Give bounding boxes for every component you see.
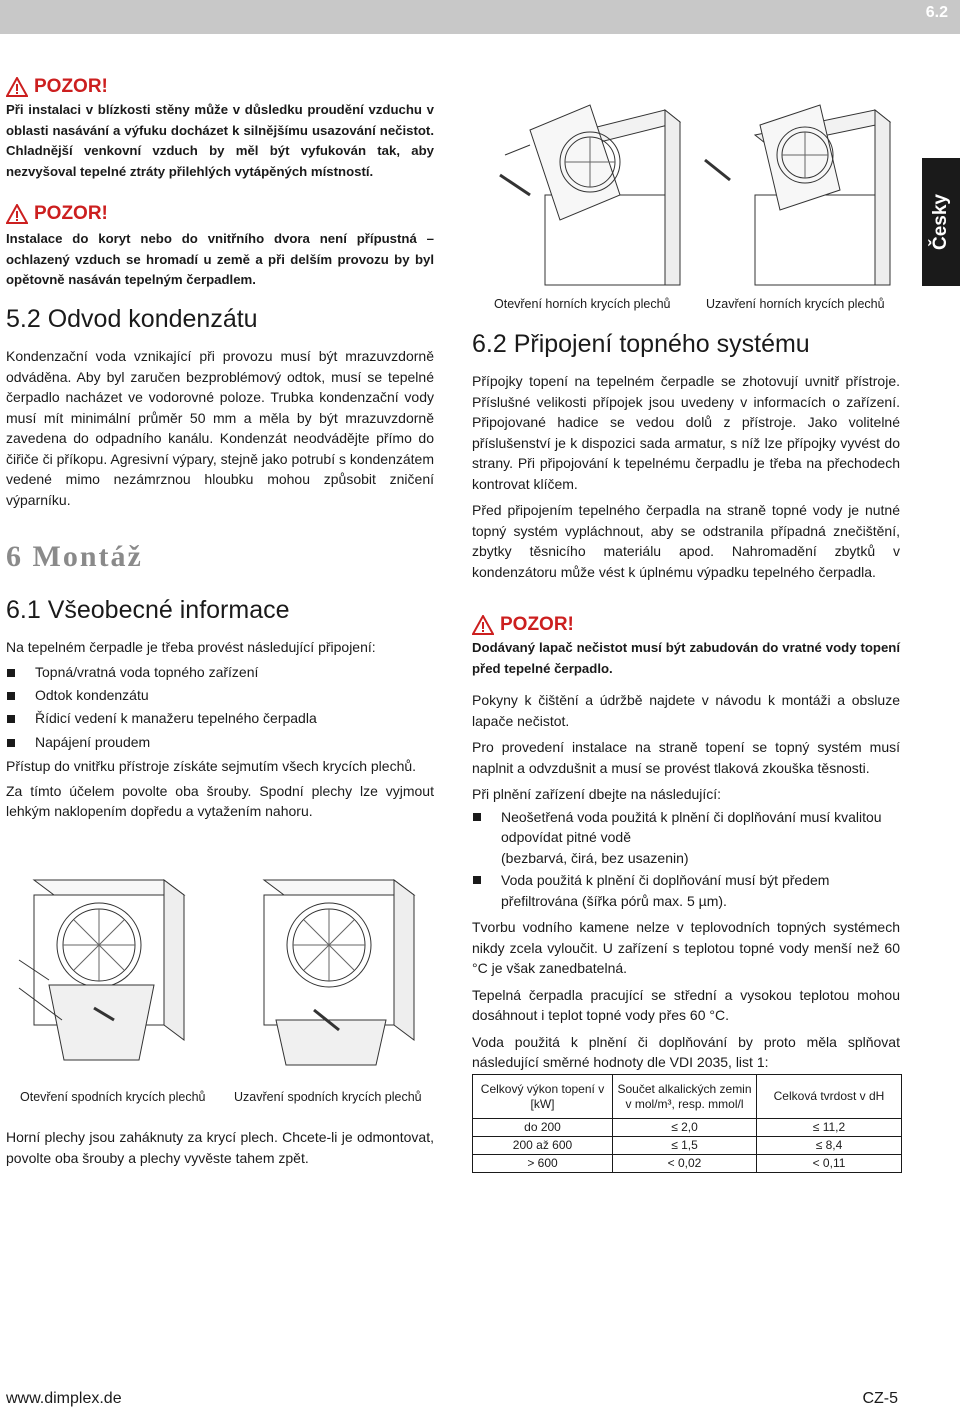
- paragraph: Přípojky topení na tepelném čerpadle se zhotovují uvnitř přístroje. Příslušné velikosti přípojek jsou uvedeny v informacích o zařízení. Připojované hadice se vedou dolů z přístroje. Jako volitelné příslušenství je k dispozici sada armatur, s níž lze přípojky vyvést do strany. Při připojování k tepelnému čerpadlu je třeba na přechodech kontrovat klíčem.: [472, 373, 900, 492]
- list-item: Neošetřená voda použitá k plnění či doplňování musí kvalitou odpovídat pitné vodě (bezbarvá, čirá, bez usazenin): [472, 807, 900, 869]
- paragraph: Tvorbu vodního kamene nelze v teplovodních topných systémech nikdy zcela vyloučit. U zařízení s teplotou topné vody menší než 60 °C je však zanedbatelná.: [472, 919, 900, 977]
- heat-pump-drawing: [490, 100, 910, 290]
- section-6-2: [472, 330, 900, 582]
- table-row: [473, 1119, 902, 1137]
- warning-triangle-icon: [472, 615, 494, 635]
- table-row: [473, 1155, 902, 1173]
- warning-heading: POZOR!: [6, 76, 434, 98]
- table-header-row: [473, 1075, 902, 1119]
- section-heading: 6.1 Všeobecné informace: [6, 596, 290, 624]
- list-item: Napájení proudem: [6, 731, 434, 754]
- paragraph: Pro provedení instalace na straně topení se topný systém musí naplnit a odvzdušnit a musí se provést tlaková zkouška těsnosti.: [472, 739, 900, 776]
- table-header-cell: Celková tvrdost v dH: [757, 1075, 902, 1119]
- top-bar: [0, 0, 960, 34]
- warning-block-2: [6, 203, 434, 291]
- warning-block-3: [472, 614, 900, 679]
- paragraph: Voda použitá k plnění či doplňování by proto měla splňovat následující směrné hodnoty dle VDI 2035, list 1:: [472, 1033, 900, 1071]
- paragraph: Přístup do vnitřku přístroje získáte sejmutím všech krycích plechů.: [6, 758, 417, 775]
- table-cell: do 200: [473, 1119, 613, 1137]
- list-item: Voda použitá k plnění či doplňování musí být předem přefiltrována (šířka pórů max. 5 µm).: [472, 870, 900, 911]
- paragraph-bottom: Horní plechy jsou zaháknuty za krycí plech. Chcete-li je odmontovat, povolte oba šrouby a plechy vyvěste tahem zpět.: [6, 1129, 434, 1166]
- figure-caption: Otevření spodních krycích plechů: [20, 1090, 206, 1104]
- table-header-cell: Součet alkalických zemin v mol/m³, resp. mmol/l: [613, 1075, 757, 1119]
- heat-pump-drawing: [14, 870, 434, 1080]
- table-header-cell: Celkový výkon topení v [kW]: [473, 1075, 613, 1119]
- table-cell: < 0,02: [613, 1155, 757, 1173]
- list-item: Řídicí vedení k manažeru tepelného čerpadla: [6, 707, 434, 730]
- vdi-2035-table: [472, 1074, 902, 1173]
- upper-panels-figure: [490, 100, 910, 290]
- list-item: Topná/vratná voda topného zařízení: [6, 661, 434, 684]
- table-row: [473, 1137, 902, 1155]
- section-intro: Na tepelném čerpadle je třeba provést následující připojení:: [6, 639, 376, 655]
- connection-list: [6, 661, 434, 755]
- page-section-number: 6.2: [925, 4, 948, 21]
- warning-heading: POZOR!: [6, 203, 434, 225]
- language-tab-label: Česky: [930, 194, 951, 250]
- section-heading: 5.2 Odvod kondenzátu: [6, 305, 258, 333]
- table-cell: > 600: [473, 1155, 613, 1173]
- table-cell: ≤ 11,2: [757, 1119, 902, 1137]
- table-cell: ≤ 8,4: [757, 1137, 902, 1155]
- warning-triangle-icon: [6, 77, 28, 97]
- warning-text: Instalace do koryt nebo do vnitřního dvora není přípustná – ochlazený vzduch se hromadí u země a při delším provozu by byl opětovně nasáván tepelným čerpadlem.: [6, 231, 434, 287]
- table-cell: 200 až 600: [473, 1137, 613, 1155]
- section-heading: 6.2 Připojení topného systému: [472, 330, 810, 358]
- paragraph-group: [472, 690, 900, 1073]
- paragraph: Při plnění zařízení dbejte na následující:: [472, 786, 722, 802]
- table-cell: < 0,11: [757, 1155, 902, 1173]
- figure-caption: Uzavření spodních krycích plechů: [234, 1090, 422, 1104]
- footer-url[interactable]: www.dimplex.de: [6, 1390, 122, 1407]
- lower-panels-figure: [14, 870, 434, 1080]
- warning-text: Při instalaci v blízkosti stěny může v důsledku proudění vzduchu v oblasti nasávání a výfuku docházet k silnějšímu usazování nečistot. Chladnější venkovní vzduch by měl být vyfukován tak, aby nezvyšoval tepelné ztráty přilehlých vytápěných místností.: [6, 102, 434, 179]
- paragraph: Za tímto účelem povolte oba šrouby. Spodní plechy lze vyjmout lehkým naklopením dopředu a vytažením nahoru.: [6, 782, 434, 820]
- chapter-6-heading: 6 Montáž: [6, 540, 143, 573]
- warning-block-1: [6, 76, 434, 182]
- filling-list: [472, 807, 900, 912]
- table-cell: ≤ 1,5: [613, 1137, 757, 1155]
- language-tab: [922, 158, 960, 286]
- warning-heading: POZOR!: [472, 614, 900, 636]
- warning-text: Dodávaný lapač nečistot musí být zabudován do vratné vody topení před tepelné čerpadlo.: [472, 640, 900, 676]
- paragraph: Pokyny k čištění a údržbě najdete v návodu k montáži a obsluze lapače nečistot.: [472, 692, 900, 729]
- paragraph: Před připojením tepelného čerpadla na straně topné vody je nutné topný systém vypláchnout, aby se odstranila případná znečištění, zbytky těsnicího materiálu apod. Nahromadění zbytků v kondenzátoru může vést k úplnému výpadku tepelného čerpadla.: [472, 502, 900, 580]
- footer-page-number: CZ-5: [862, 1390, 898, 1407]
- section-text: Kondenzační voda vznikající při provozu musí být mrazuvzdorně odváděna. Aby byl zaručen bezproblémový odtok, musí se tepelné čerpadlo nacházet ve vodorovné poloze. Trubka kondenzační vody musí mít minimální průměr 50 mm a měla by být mrazuvzdorně zavedena do odpadního kanálu. Kondenzát neodvádějte přímo do čiřiče či příkopu. Agresivní výpary, stejně jako potrubí s kondenzátem vedené mimo nezámrznou hloubku mohou způsobit zničení výparníku.: [6, 348, 434, 508]
- figure-caption: Uzavření horních krycích plechů: [706, 297, 885, 311]
- table-cell: ≤ 2,0: [613, 1119, 757, 1137]
- list-item: Odtok kondenzátu: [6, 684, 434, 707]
- figure-caption: Otevření horních krycích plechů: [494, 297, 671, 311]
- paragraph: Tepelná čerpadla pracující se střední a vysokou teplotou mohou dosáhnout i teplot topné vody přes 60 °C.: [472, 986, 900, 1024]
- section-5-2: [6, 305, 434, 510]
- footer-divider: [0, 1384, 960, 1385]
- section-6-1: [6, 596, 434, 822]
- warning-triangle-icon: [6, 204, 28, 224]
